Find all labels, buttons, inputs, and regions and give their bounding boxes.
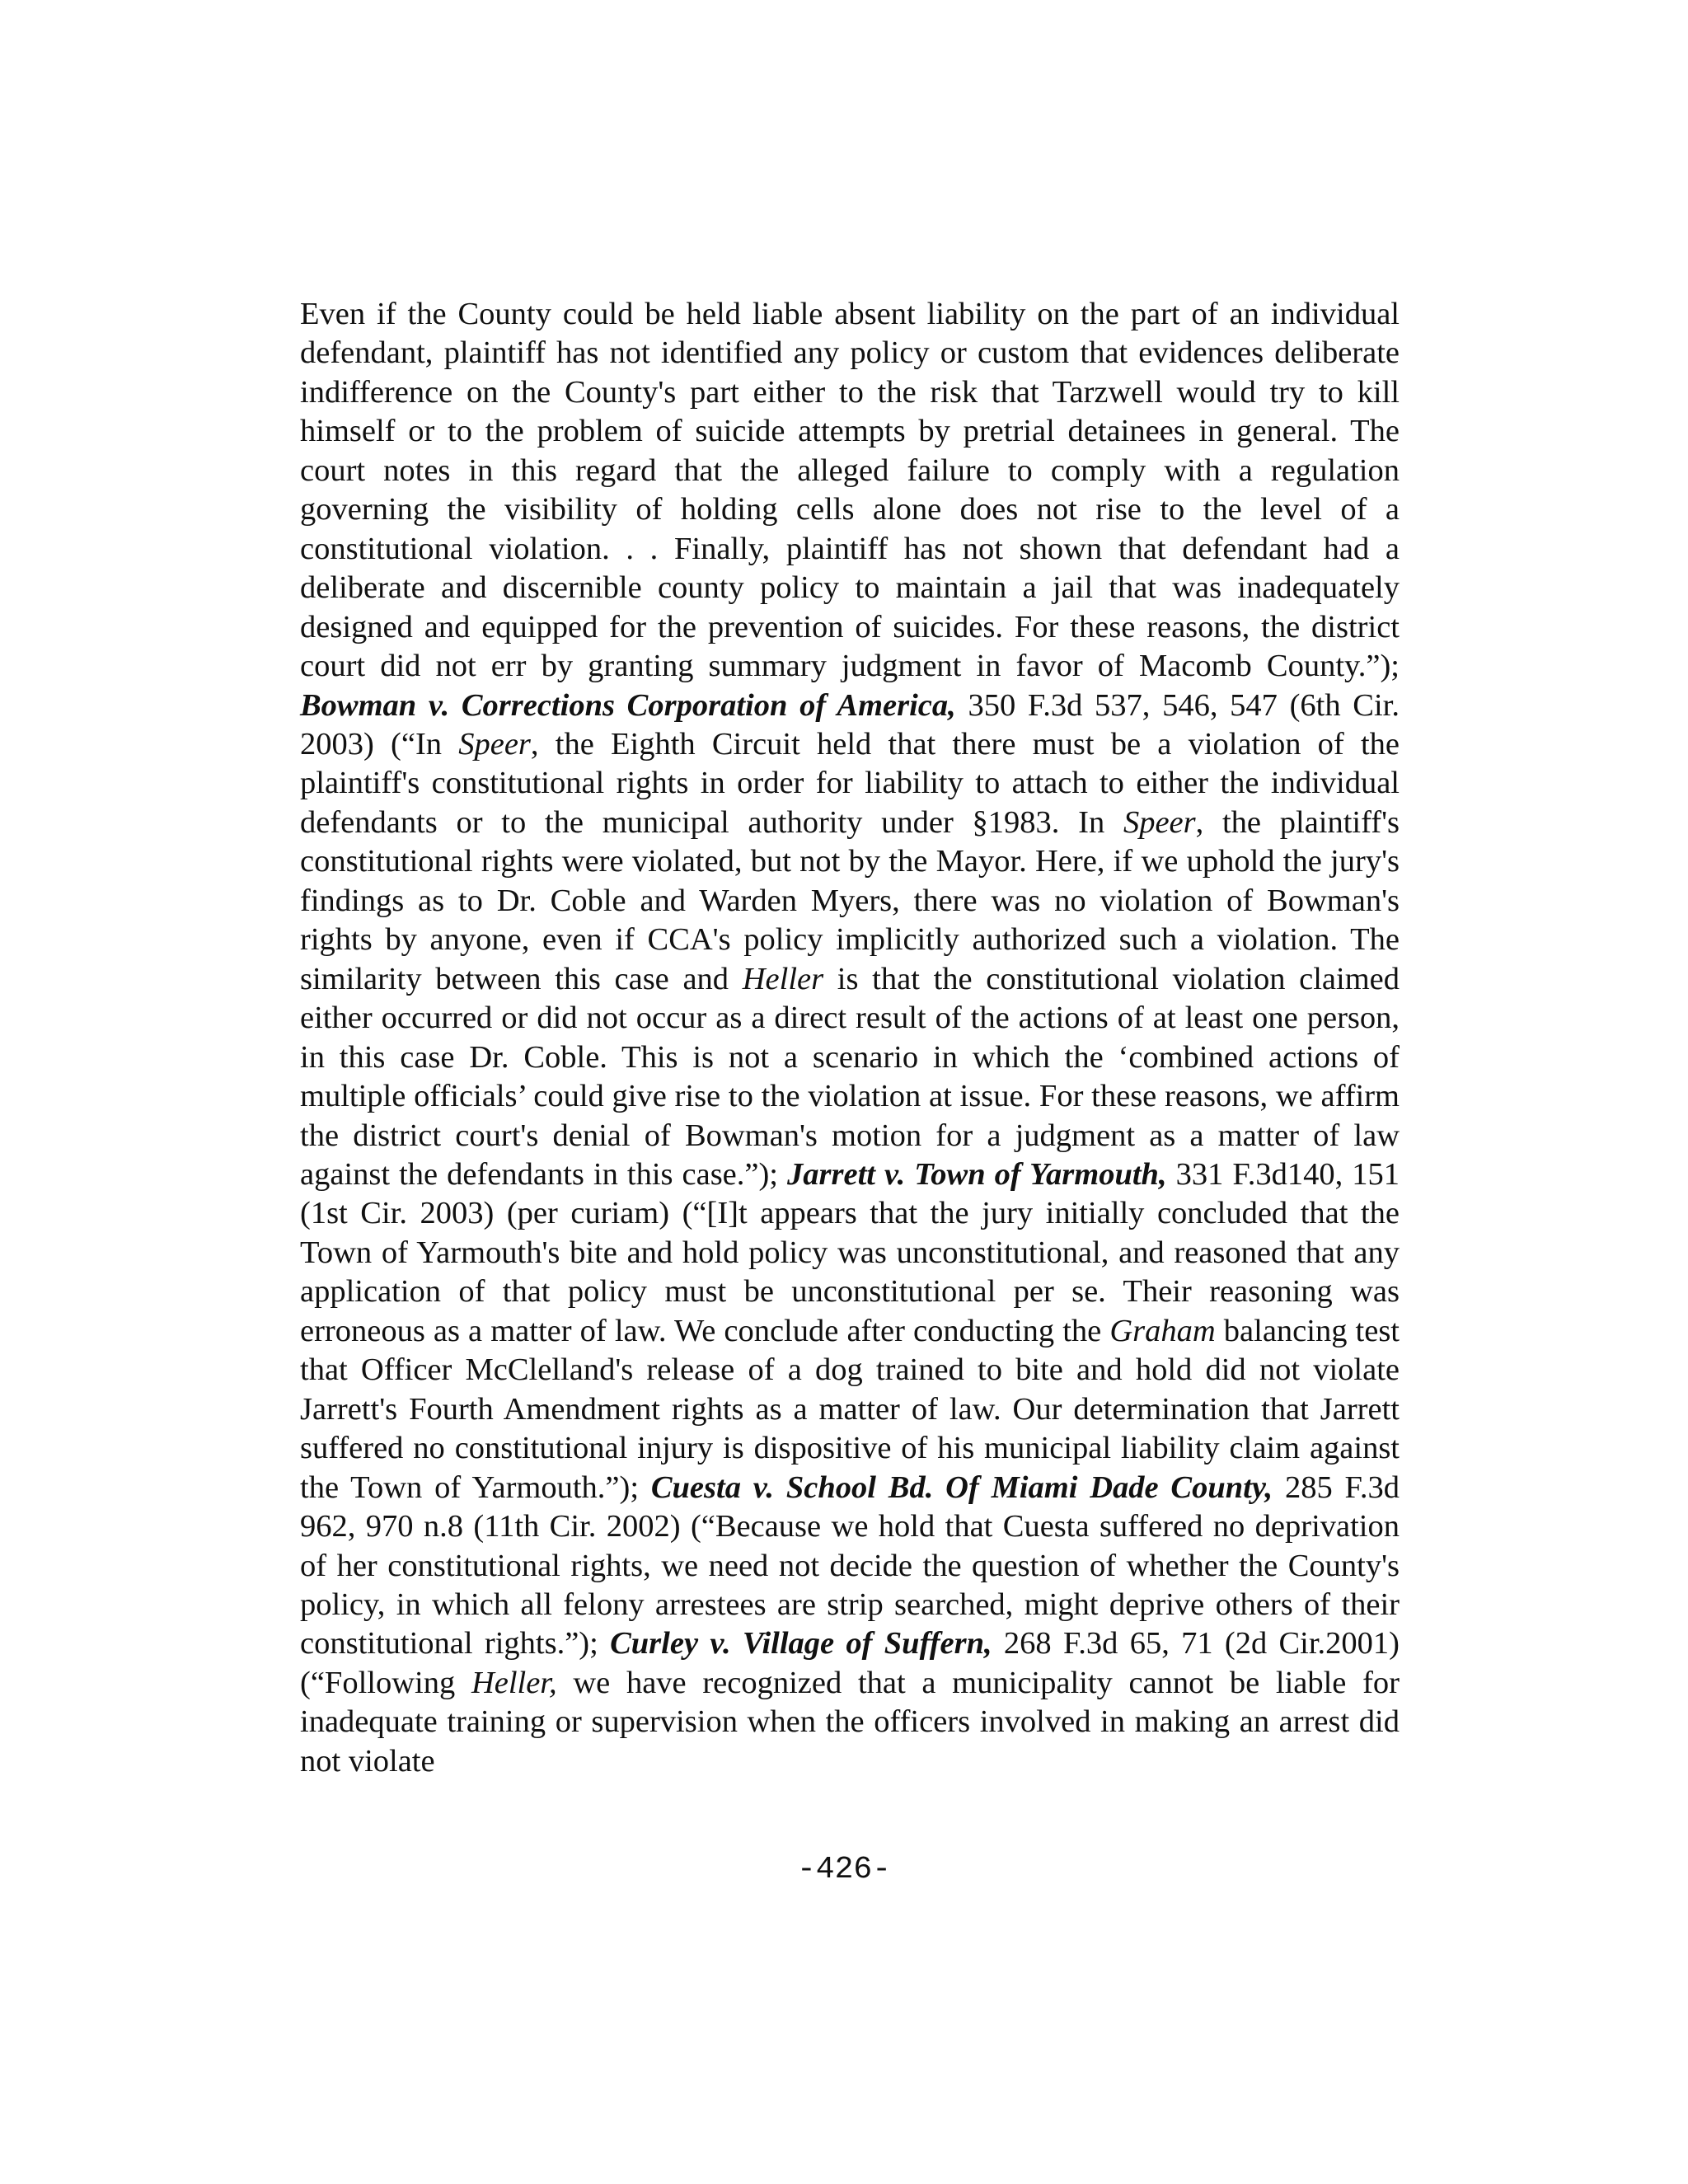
case-citation-bowman: Bowman v. Corrections Corporation of America, [300, 687, 956, 723]
text-run: Even if the County could be held liable absent liability on the part of an individual defendant, plaintiff has not identified any policy or custom that evidences deliberate indifference on the County's part either to the risk that Tarzwell would try to kill himself or to the problem of suicide attempts by pretrial detainees in general. The court notes in this regard that the alleged failure to comply with a regulation governing the visibility of holding cells alone does not rise to the level of a constitutional violation. . . Finally, plaintiff has not shown that defendant had a deliberate and discernible county policy to maintain a jail that was inadequately designed and equipped for the prevention of suicides. For these reasons, the district court did not err by granting summary judgment in favor of Macomb County.”); [300, 297, 1400, 684]
case-citation-jarrett: Jarrett v. Town of Yarmouth, [787, 1156, 1167, 1192]
case-citation-curley: Curley v. Village of Suffern, [610, 1626, 992, 1661]
text-run: is that the constitutional violation claimed either occurred or did not occur as a direct result of the actions of at least one person, in this case Dr. Coble. This is not a scenario in which the ‘combined actions of multiple officials’ could give rise to the violation at issue. For these reasons, we affirm the district court's denial of Bowman's motion for a judgment as a matter of law against the defendants in this case.”); [300, 961, 1400, 1192]
text-run: 350 F.3d 537, 546, 547 (6th Cir. 2003) (“In [300, 687, 1400, 762]
case-reference-speer: Speer [1123, 804, 1196, 840]
case-reference-heller: Heller [742, 961, 824, 996]
text-run: we have recognized that a municipality cannot be liable for inadequate training or supervision when the officers involved in making an arrest did not violate [300, 1665, 1400, 1779]
text-run: 331 F.3d140, 151 (1st Cir. 2003) (per curiam) (“[I]t appears that the jury initially concluded that the Town of Yarmouth's bite and hold policy was unconstitutional, and reasoned that any application of that policy must be unconstitutional per se. Their reasoning was erroneous as a matter of law. We conclude after conducting the [300, 1156, 1400, 1348]
page-number: -426- [796, 1852, 892, 1887]
case-reference-speer: Speer [458, 726, 531, 762]
case-reference-heller: Heller, [471, 1665, 557, 1700]
case-citation-cuesta: Cuesta v. School Bd. Of Miami Dade County, [650, 1469, 1273, 1505]
text-run: balancing test that Officer McClelland's release of a dog trained to bite and hold did not violate Jarrett's Fourth Amendment rights as a matter of law. Our determination that Jarrett suffered no constitutional injury is dispositive of his municipal liability claim against the Town of Yarmouth.”); [300, 1313, 1400, 1505]
text-run: , the plaintiff's constitutional rights were violated, but not by the Mayor. Here, if we uphold the jury's findings as to Dr. Coble and Warden Myers, there was no violation of Bowman's rights by anyone, even if CCA's policy implicitly authorized such a violation. The similarity between this case and [300, 804, 1400, 996]
body-paragraph [300, 295, 1400, 1781]
case-reference-graham: Graham [1109, 1313, 1216, 1348]
text-run: , the Eighth Circuit held that there must be a violation of the plaintiff's constitutional rights in order for liability to attach to either the individual defendants or to the municipal authority under §1983. In [300, 726, 1400, 840]
text-run: 285 F.3d 962, 970 n.8 (11th Cir. 2002) (“Because we hold that Cuesta suffered no deprivation of her constitutional rights, we need not decide the question of whether the County's policy, in which all felony arrestees are strip searched, might deprive others of their constitutional rights.”); [300, 1469, 1400, 1661]
text-run: 268 F.3d 65, 71 (2d Cir.2001) (“Following [300, 1626, 1400, 1700]
